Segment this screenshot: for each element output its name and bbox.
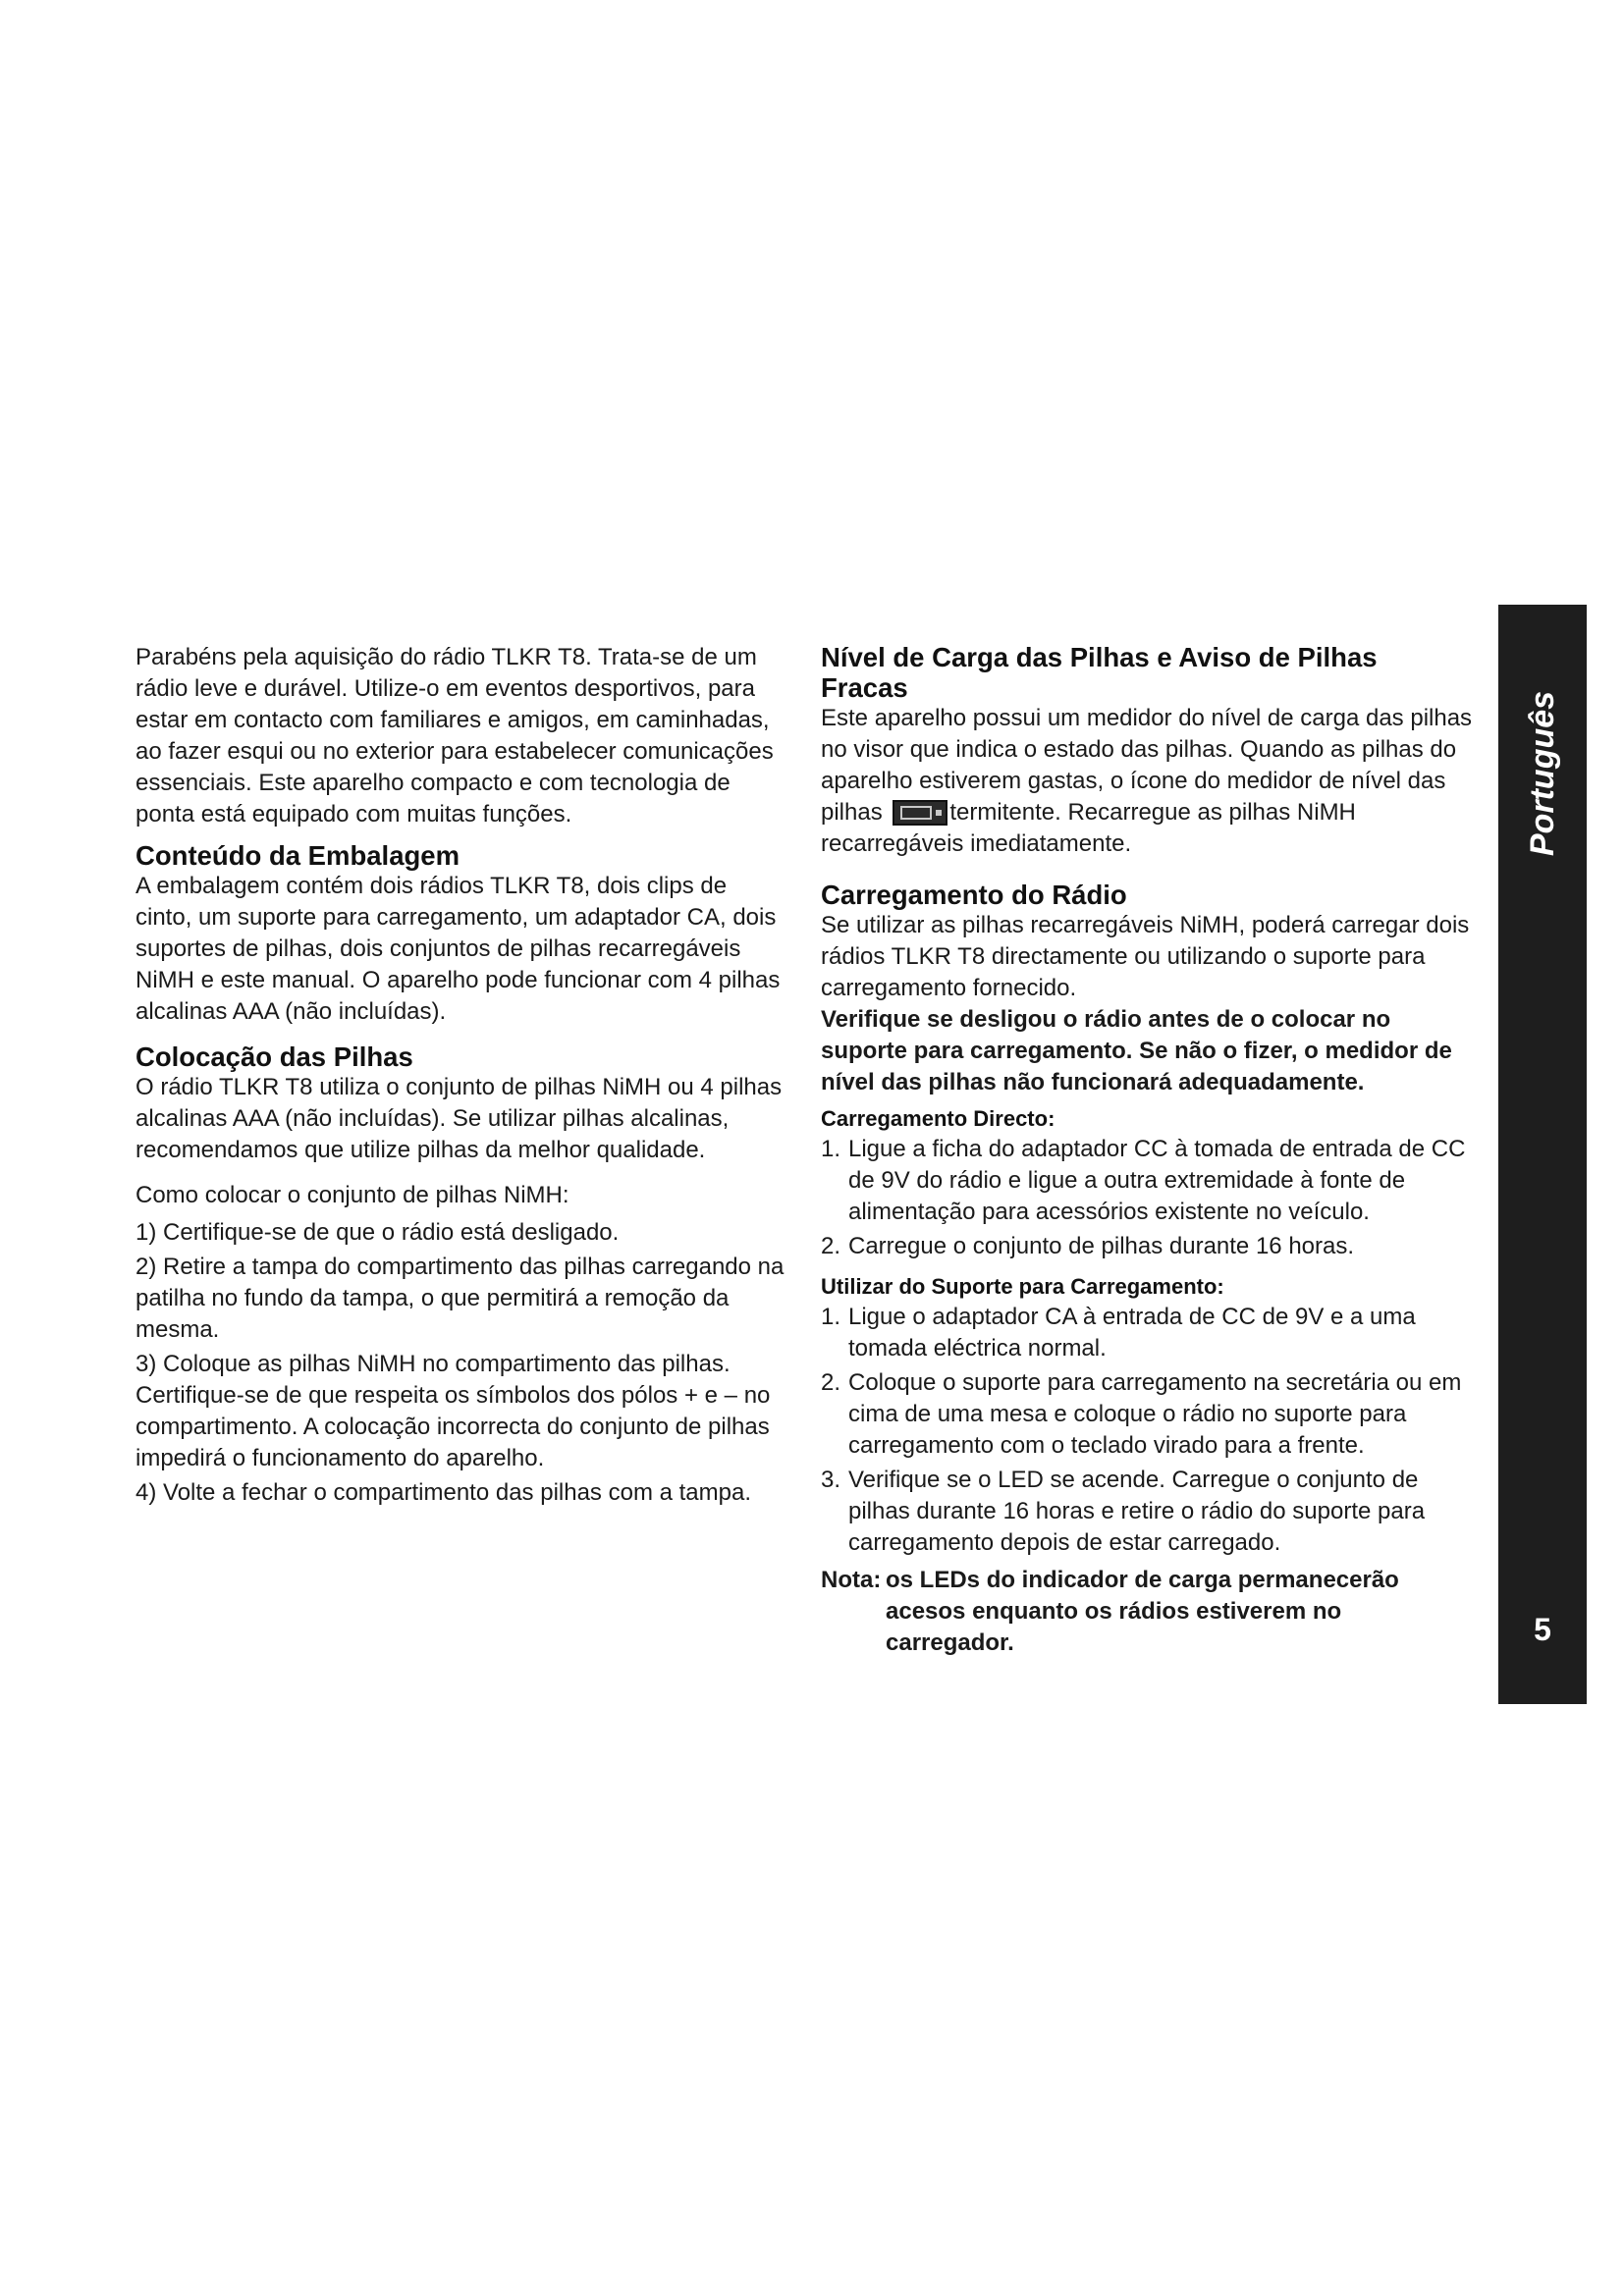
intro-paragraph: Parabéns pela aquisição do rádio TLKR T8. Trata-se de um rádio leve e durável. Utilize-o em eventos desportivos, para estar em contacto com familiares e amigos, em caminhadas, ao fazer esqui ou no exterior para estabelecer comunicações essenciais. Este aparelho compacto e com tecnologia de ponta está equipado com muitas funções. <box>135 644 774 828</box>
stand-charging-heading: Utilizar do Suporte para Carregamento: <box>821 1274 1224 1299</box>
contents-paragraph: A embalagem contém dois rádios TLKR T8, dois clips de cinto, um suporte para carregamento, um adaptador CA, dois suportes de pilhas, dois conjuntos de pilhas recarregáveis NiMH e este manual. O aparelho pode funcionar com 4 pilhas alcalinas AAA (não incluídas). <box>135 873 781 1025</box>
left-column <box>135 642 785 1509</box>
list-item-text: Coloque o suporte para carregamento na secretária ou em cima de uma mesa e coloque o rádio no suporte para carregamento com o teclado virado para a frente. <box>848 1369 1462 1459</box>
battery-level-heading-line1: Nível de Carga das Pilhas e Aviso de Pilhas <box>821 642 1378 672</box>
battery-low-icon <box>893 800 947 826</box>
battery-level-heading-line2: Fracas <box>821 672 908 703</box>
batteries-howto: Como colocar o conjunto de pilhas NiMH: <box>135 1182 569 1208</box>
list-item-text: Ligue a ficha do adaptador CC à tomada de entrada de CC de 9V do rádio e ligue a outra extremidade à fonte de alimentação para acessórios existente no veículo. <box>848 1136 1466 1225</box>
contents-heading: Conteúdo da Embalagem <box>135 840 460 871</box>
battery-step: 3) Coloque as pilhas NiMH no compartimento das pilhas. Certifique-se de que respeita os símbolos dos pólos + e – no compartimento. A colocação incorrecta do conjunto de pilhas impedirá o funcionamento do aparelho. <box>135 1351 771 1471</box>
list-item-text: Ligue o adaptador CA à entrada de CC de 9V e a uma tomada eléctrica normal. <box>848 1304 1416 1362</box>
battery-steps-list <box>135 1217 785 1509</box>
battery-level-heading <box>821 642 1473 703</box>
battery-step: 2) Retire a tampa do compartimento das pilhas carregando na patilha no fundo da tampa, o que permitirá a remoção da mesma. <box>135 1254 785 1343</box>
note-text: os LEDs do indicador de carga permanecerão acesos enquanto os rádios estiverem no carregador. <box>886 1567 1399 1656</box>
list-item-number: 3. <box>821 1467 841 1493</box>
charging-warning: Verifique se desligou o rádio antes de o colocar no suporte para carregamento. Se não o fizer, o medidor de nível das pilhas não funcionará adequadamente. <box>821 1006 1452 1095</box>
list-item-text: Carregue o conjunto de pilhas durante 16 horas. <box>848 1233 1355 1259</box>
direct-charging-list <box>821 1134 1473 1262</box>
battery-step: 1) Certifique-se de que o rádio está desligado. <box>135 1219 620 1246</box>
stand-charging-list <box>821 1302 1473 1559</box>
charging-note <box>821 1565 1473 1659</box>
note-label: Nota: <box>821 1567 882 1593</box>
list-item-number: 2. <box>821 1233 841 1259</box>
page-number: 5 <box>1534 1612 1551 1647</box>
batteries-paragraph: O rádio TLKR T8 utiliza o conjunto de pilhas NiMH ou 4 pilhas alcalinas AAA (não incluídas). Se utilizar pilhas alcalinas, recomendamos que utilize pilhas da melhor qualidade. <box>135 1074 783 1163</box>
batteries-heading: Colocação das Pilhas <box>135 1041 413 1072</box>
list-item <box>821 1134 1473 1228</box>
list-item <box>821 1465 1473 1559</box>
list-item <box>821 1367 1473 1462</box>
right-column <box>821 642 1473 1659</box>
list-item-number: 2. <box>821 1369 841 1396</box>
battery-step: 4) Volte a fechar o compartimento das pilhas com a tampa. <box>135 1479 751 1506</box>
list-item <box>821 1302 1473 1364</box>
charging-paragraph: Se utilizar as pilhas recarregáveis NiMH, poderá carregar dois rádios TLKR T8 directamente ou utilizando o suporte para carregamento fornecido. <box>821 912 1470 1001</box>
list-item-number: 1. <box>821 1136 841 1162</box>
battery-level-text-after: termitente. Recarregue as pilhas NiMH recarregáveis imediatamente. <box>821 799 1356 857</box>
list-item-text: Verifique se o LED se acende. Carregue o conjunto de pilhas durante 16 horas e retire o rádio do suporte para carregamento depois de estar carregado. <box>848 1467 1426 1556</box>
direct-charging-heading: Carregamento Directo: <box>821 1106 1056 1131</box>
language-tab-label: Português <box>1524 690 1561 857</box>
list-item-number: 1. <box>821 1304 841 1330</box>
charging-heading: Carregamento do Rádio <box>821 880 1127 910</box>
battery-level-text-before: Este aparelho possui um medidor do nível de carga das pilhas no visor que indica o estado das pilhas. Quando as pilhas do aparelho estiverem gastas, o ícone do medidor de nível das pilhas <box>821 705 1473 826</box>
list-item <box>821 1231 1473 1262</box>
battery-level-paragraph <box>821 703 1473 860</box>
